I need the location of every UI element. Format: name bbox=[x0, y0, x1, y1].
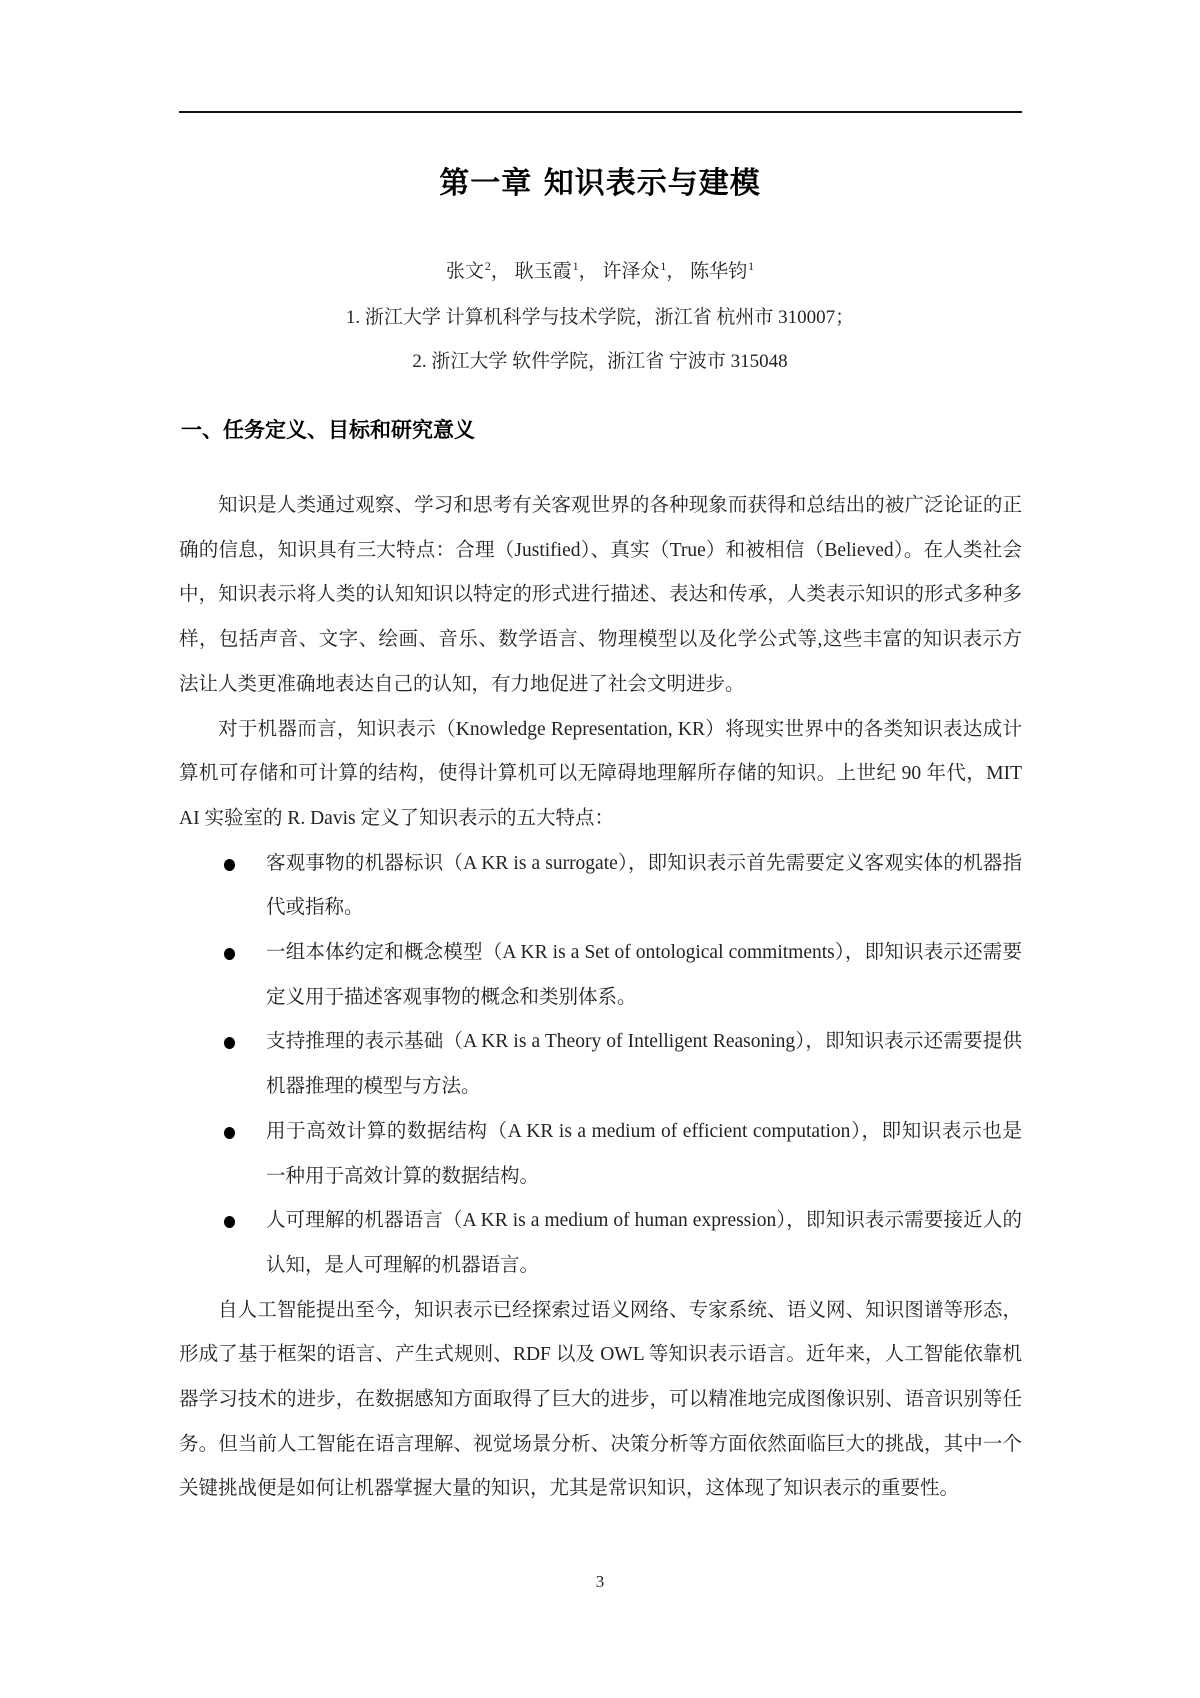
page-number: 3 bbox=[595, 1572, 605, 1591]
list-item-text: 一组本体约定和概念模型（A KR is a Set of ontological commitments），即知识表示还需要定义用于描述客观事物的概念和类别体系。 bbox=[266, 942, 1022, 1008]
bullet-icon bbox=[224, 1037, 235, 1049]
list-item bbox=[179, 1020, 1022, 1109]
author: 许泽众$^1$， bbox=[602, 258, 686, 282]
list-item bbox=[179, 1199, 1022, 1288]
header-rule bbox=[179, 111, 1022, 113]
paragraph: 自人工智能提出至今，知识表示已经探索过语义网络、专家系统、语义网、知识图谱等形态，形成了基于框架的语言、产生式规则、RDF 以及 OWL 等知识表示语言。近年来，人工智能依靠机器学习技术的进步，在数据感知方面取得了巨大的进步，可以精准地完成图像识别、语音识别等任务。但当前人工智能在语言理解、视觉场景分析、决策分析等方面依然面临巨大的挑战，其中一个关键挑战便是如何让机器掌握大量的知识，尤其是常识知识，这体现了知识表示的重要性。 bbox=[179, 1299, 1022, 1500]
list-item-text: 支持推理的表示基础（A KR is a Theory of Intelligent Reasoning），即知识表示还需要提供机器推理的模型与方法。 bbox=[266, 1031, 1022, 1098]
list-item bbox=[179, 842, 1022, 931]
list-item-text: 客观事物的机器标识（A KR is a surrogate），即知识表示首先需要定义客观实体的机器指代或指称。 bbox=[266, 852, 1022, 919]
list-item bbox=[179, 931, 1022, 1020]
bullet-icon bbox=[224, 1127, 235, 1139]
chapter-title: 第一章 知识表示与建模 bbox=[439, 166, 761, 201]
list-item bbox=[179, 1110, 1022, 1199]
author-affiliation-mark: 1 bbox=[748, 258, 755, 273]
section-body bbox=[179, 484, 1022, 1512]
paragraph: 对于机器而言，知识表示（Knowledge Representation, KR）将现实世界中的各类知识表达成计算机可存储和可计算的结构，使得计算机可以无障碍地理解所存储的知识。上世纪 90 年代，MIT AI 实验室的 R. Davis 定义了知识表示的五大特点： bbox=[179, 718, 1022, 829]
bullet-icon bbox=[224, 1216, 235, 1228]
affiliation-2: 2. 浙江大学 软件学院，浙江省 宁波市 315048 bbox=[412, 351, 788, 372]
section-heading: 一、任务定义、目标和研究意义 bbox=[181, 418, 475, 442]
list-item-text: 用于高效计算的数据结构（A KR is a medium of efficient computation），即知识表示也是一种用于高效计算的数据结构。 bbox=[266, 1120, 1022, 1187]
list-item-text: 人可理解的机器语言（A KR is a medium of human expression），即知识表示需要接近人的认知，是人可理解的机器语言。 bbox=[266, 1210, 1022, 1276]
author-list bbox=[0, 256, 1200, 283]
author-affiliation-mark: 1 bbox=[660, 258, 667, 273]
feature-list bbox=[179, 842, 1022, 1289]
author-affiliation-mark: 1 bbox=[572, 258, 579, 273]
paragraph: 知识是人类通过观察、学习和思考有关客观世界的各种现象而获得和总结出的被广泛论证的正确的信息，知识具有三大特点：合理（Justified）、真实（True）和被相信（Believed）。在人类社会中，知识表示将人类的认知知识以特定的形式进行描述、表达和传承，人类表示知识的形式多种多样，包括声音、文字、绘画、音乐、数学语言、物理模型以及化学公式等,这些丰富的知识表示方法让人类更准确地表达自己的认知，有力地促进了社会文明进步。 bbox=[179, 495, 1022, 695]
author: 张文$^2$， bbox=[445, 258, 510, 282]
author: 耿玉霞$^1$， bbox=[514, 258, 598, 282]
affiliation-1: 1. 浙江大学 计算机科学与技术学院，浙江省 杭州市 310007； bbox=[345, 307, 855, 328]
bullet-icon bbox=[224, 859, 235, 871]
author: 陈华钧$^1$ bbox=[690, 258, 755, 282]
author-affiliation-mark: 2 bbox=[484, 258, 491, 273]
bullet-icon bbox=[224, 948, 235, 960]
